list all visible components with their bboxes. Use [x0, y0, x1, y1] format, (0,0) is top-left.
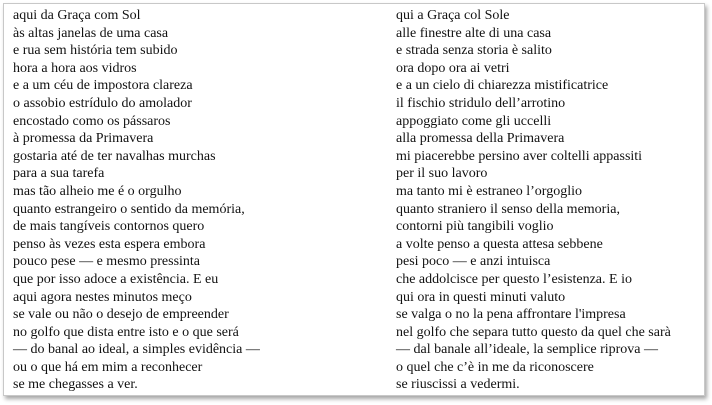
- poem-line: penso às vezes esta espera embora: [13, 236, 206, 252]
- poem-line: ma tanto mi è estraneo l’orgoglio: [396, 183, 582, 199]
- poem-line: il fischio stridulo dell’arrotino: [396, 95, 566, 111]
- poem-line: o assobio estrídulo do amolador: [13, 95, 192, 111]
- poem-line: que por isso adoce a existência. E eu: [13, 271, 219, 287]
- poem-line: che addolcisce per questo l’esistenza. E io: [396, 271, 632, 287]
- poem-line: appoggiato come gli uccelli: [396, 113, 552, 129]
- poem-line: encostado como os pássaros: [13, 113, 171, 129]
- poem-line: no golfo que dista entre isto e o que será: [13, 324, 239, 340]
- poem-line: e a un cielo di chiarezza mistificatrice: [396, 78, 609, 94]
- poem-line: se me chegasses a ver.: [13, 377, 138, 393]
- poem-line: e a um céu de impostora clareza: [13, 78, 193, 94]
- poem-line: se valga o no la pena affrontare l'impresa: [396, 307, 626, 323]
- poem-line: quanto straniero il senso della memoria,: [396, 201, 620, 217]
- poem-line: o quel che c’è in me da riconoscere: [396, 359, 594, 375]
- poem-page: [3, 3, 705, 396]
- poem-line: e strada senza storia è salito: [396, 43, 552, 59]
- poem-line: nel golfo che separa tutto questo da quel che sarà: [396, 324, 671, 340]
- poem-line: mas tão alheio me é o orgulho: [13, 183, 182, 199]
- poem-line: contorni più tangibili voglio: [396, 219, 554, 235]
- poem-line: gostaria até de ter navalhas murchas: [13, 148, 216, 164]
- poem-line: per il suo lavoro: [396, 166, 488, 182]
- poem-line: ou o que há em mim a reconhecer: [13, 359, 203, 375]
- poem-line: — do banal ao ideal, a simples evidência —: [13, 342, 260, 358]
- poem-line: hora a hora aos vidros: [13, 60, 137, 76]
- poem-line: aqui da Graça com Sol: [13, 8, 141, 23]
- poem-line: se vale ou não o desejo de empreender: [13, 307, 229, 323]
- poem-line: à promessa da Primavera: [13, 131, 154, 147]
- poem-line: para a sua tarefa: [13, 166, 105, 182]
- poem-line: e rua sem história tem subido: [13, 43, 178, 59]
- poem-line: mi piacerebbe persino aver coltelli appassiti: [396, 148, 643, 164]
- portuguese-column: [13, 7, 260, 394]
- poem-line: alla promessa della Primavera: [396, 131, 565, 147]
- poem-line: pouco pese — e mesmo pressinta: [13, 254, 201, 270]
- poem-line: de mais tangíveis contornos quero: [13, 219, 205, 235]
- poem-line: qui a Graça col Sole: [396, 8, 510, 23]
- poem-line: se riuscissi a vedermi.: [396, 377, 520, 393]
- poem-line: alle finestre alte di una casa: [396, 25, 552, 41]
- poem-line: qui ora in questi minuti valuto: [396, 289, 566, 305]
- poem-line: a volte penso a questa attesa sebbene: [396, 236, 603, 252]
- poem-line: — dal banale all’ideale, la semplice riprova —: [396, 342, 659, 358]
- poem-line: pesi poco — e anzi intuisca: [396, 254, 551, 270]
- poem-line: às altas janelas de uma casa: [13, 25, 169, 41]
- italian-column: [396, 7, 671, 394]
- poem-line: aqui agora nestes minutos meço: [13, 289, 192, 305]
- poem-line: ora dopo ora ai vetri: [396, 60, 510, 76]
- poem-line: quanto estrangeiro o sentido da memória,: [13, 201, 245, 217]
